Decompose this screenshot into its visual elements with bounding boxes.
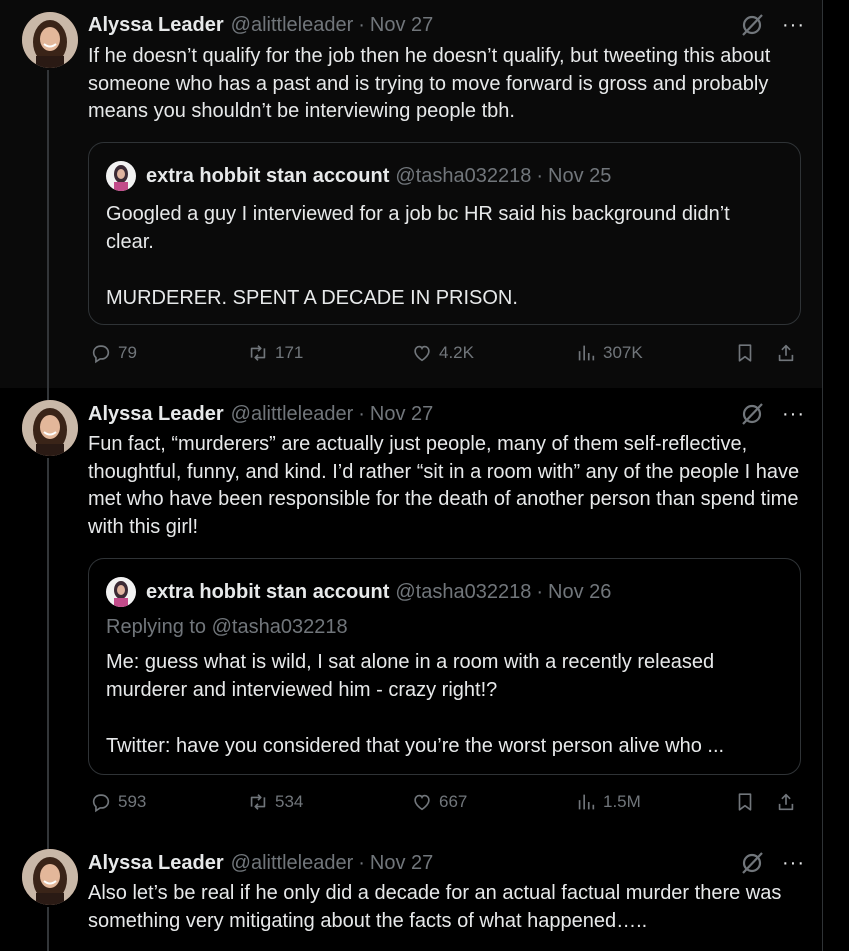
quoted-author-handle[interactable]: @tasha032218 (395, 164, 532, 187)
tweet[interactable] (0, 0, 822, 388)
avatar[interactable] (22, 400, 78, 456)
views-icon (575, 342, 597, 364)
quoted-tweet[interactable] (88, 558, 801, 775)
share-icon (775, 342, 797, 364)
retweet-count: 171 (275, 343, 304, 362)
tweet-header (88, 851, 433, 875)
quoted-tweet-date[interactable]: Nov 26 (548, 580, 612, 603)
thread-line (47, 388, 49, 400)
tweet-top-icons (738, 400, 805, 428)
views-count: 307K (603, 343, 643, 362)
thread-line (47, 70, 49, 388)
tweet[interactable] (0, 388, 822, 837)
quoted-author-handle[interactable]: @tasha032218 (395, 580, 532, 603)
avatar[interactable] (22, 12, 78, 68)
tweet-date[interactable]: Nov 27 (369, 402, 434, 425)
views-button[interactable] (575, 791, 641, 813)
grok-icon[interactable] (738, 400, 766, 428)
separator-dot: · (536, 580, 544, 603)
column-divider (822, 0, 823, 951)
quoted-tweet-header (106, 161, 611, 191)
tweet-date[interactable]: Nov 27 (369, 851, 434, 874)
views-icon (575, 791, 597, 813)
share-button[interactable] (775, 791, 803, 813)
tweet-header (88, 402, 433, 426)
author-handle[interactable]: @alittleleader (230, 402, 354, 425)
quoted-text-line: murderer and interviewed him - crazy right!? (106, 679, 498, 701)
like-button[interactable] (411, 342, 474, 364)
quoted-text-line (106, 704, 786, 732)
bookmark-icon (734, 791, 756, 813)
quoted-tweet-text (106, 648, 786, 760)
share-icon (775, 791, 797, 813)
separator-dot: · (358, 851, 365, 874)
quoted-text-line: clear. (106, 231, 154, 253)
reply-count: 593 (118, 792, 147, 811)
tweet-text: Also let’s be real if he only did a decade for an actual factual murder there was something very mitigating about the facts of what happened….. (88, 882, 782, 932)
tweet-text: Fun fact, “murderers” are actually just people, many of them self-reflective, thoughtful, funny, and kind. I’d rather “sit in a room with” any of the people I have met who have been responsible for the death of another person than spend time with this girl! (88, 433, 800, 538)
reply-icon (90, 342, 112, 364)
author-name[interactable]: Alyssa Leader (88, 402, 224, 425)
views-button[interactable] (575, 342, 643, 364)
like-count: 667 (439, 792, 468, 811)
tweet-top-icons (738, 849, 805, 877)
retweet-icon (247, 791, 269, 813)
quoted-author-name[interactable]: extra hobbit stan account (146, 580, 390, 603)
reply-button[interactable] (90, 791, 146, 813)
reply-button[interactable] (90, 342, 137, 364)
quoted-tweet[interactable] (88, 142, 801, 325)
quoted-text-line (106, 256, 786, 284)
grok-icon[interactable] (738, 11, 766, 39)
quoted-tweet-date[interactable]: Nov 25 (548, 164, 612, 187)
more-icon[interactable]: ··· (782, 852, 805, 874)
bookmark-button[interactable] (734, 342, 762, 364)
author-name[interactable]: Alyssa Leader (88, 851, 224, 874)
views-count: 1.5M (603, 792, 641, 811)
share-button[interactable] (775, 342, 803, 364)
quoted-text-line: MURDERER. SPENT A DECADE IN PRISON. (106, 287, 518, 309)
retweet-count: 534 (275, 792, 304, 811)
quoted-author-name[interactable]: extra hobbit stan account (146, 164, 390, 187)
like-count: 4.2K (439, 343, 474, 362)
bookmark-button[interactable] (734, 791, 762, 813)
avatar[interactable] (106, 161, 136, 191)
thread-line (47, 458, 49, 837)
thread-line (47, 907, 49, 951)
separator-dot: · (358, 402, 365, 425)
quoted-text-line: Googled a guy I interviewed for a job bc HR said his background didn’t (106, 203, 730, 225)
tweet-actions (88, 791, 804, 821)
like-button[interactable] (411, 791, 467, 813)
reply-icon (90, 791, 112, 813)
author-handle[interactable]: @alittleleader (230, 13, 354, 36)
reply-count: 79 (118, 343, 137, 362)
author-name[interactable]: Alyssa Leader (88, 13, 224, 36)
retweet-button[interactable] (247, 342, 303, 364)
bookmark-icon (734, 342, 756, 364)
separator-dot: · (358, 13, 365, 36)
more-icon[interactable]: ··· (782, 403, 805, 425)
avatar[interactable] (106, 577, 136, 607)
avatar[interactable] (22, 849, 78, 905)
thread-line (47, 837, 49, 849)
tweet-text: If he doesn’t qualify for the job then he doesn’t qualify, but tweeting this about someone who has a past and is trying to move forward is gross and probably means you shouldn’t be interviewing people tbh. (88, 45, 771, 122)
retweet-button[interactable] (247, 791, 303, 813)
quoted-tweet-header (106, 577, 611, 607)
tweet-actions (88, 342, 804, 372)
separator-dot: · (536, 164, 544, 187)
tweet-header (88, 13, 433, 37)
replying-to[interactable]: Replying to @tasha032218 (106, 616, 348, 638)
author-handle[interactable]: @alittleleader (230, 851, 354, 874)
grok-icon[interactable] (738, 849, 766, 877)
tweet-top-icons (738, 11, 805, 39)
quoted-text-line: Me: guess what is wild, I sat alone in a room with a recently released (106, 651, 715, 673)
heart-icon (411, 342, 433, 364)
quoted-tweet-text (106, 200, 786, 312)
tweet[interactable] (0, 837, 822, 951)
more-icon[interactable]: ··· (782, 14, 805, 36)
tweet-date[interactable]: Nov 27 (369, 13, 434, 36)
quoted-text-line: Twitter: have you considered that you’re the worst person alive who ... (106, 735, 725, 757)
retweet-icon (247, 342, 269, 364)
heart-icon (411, 791, 433, 813)
